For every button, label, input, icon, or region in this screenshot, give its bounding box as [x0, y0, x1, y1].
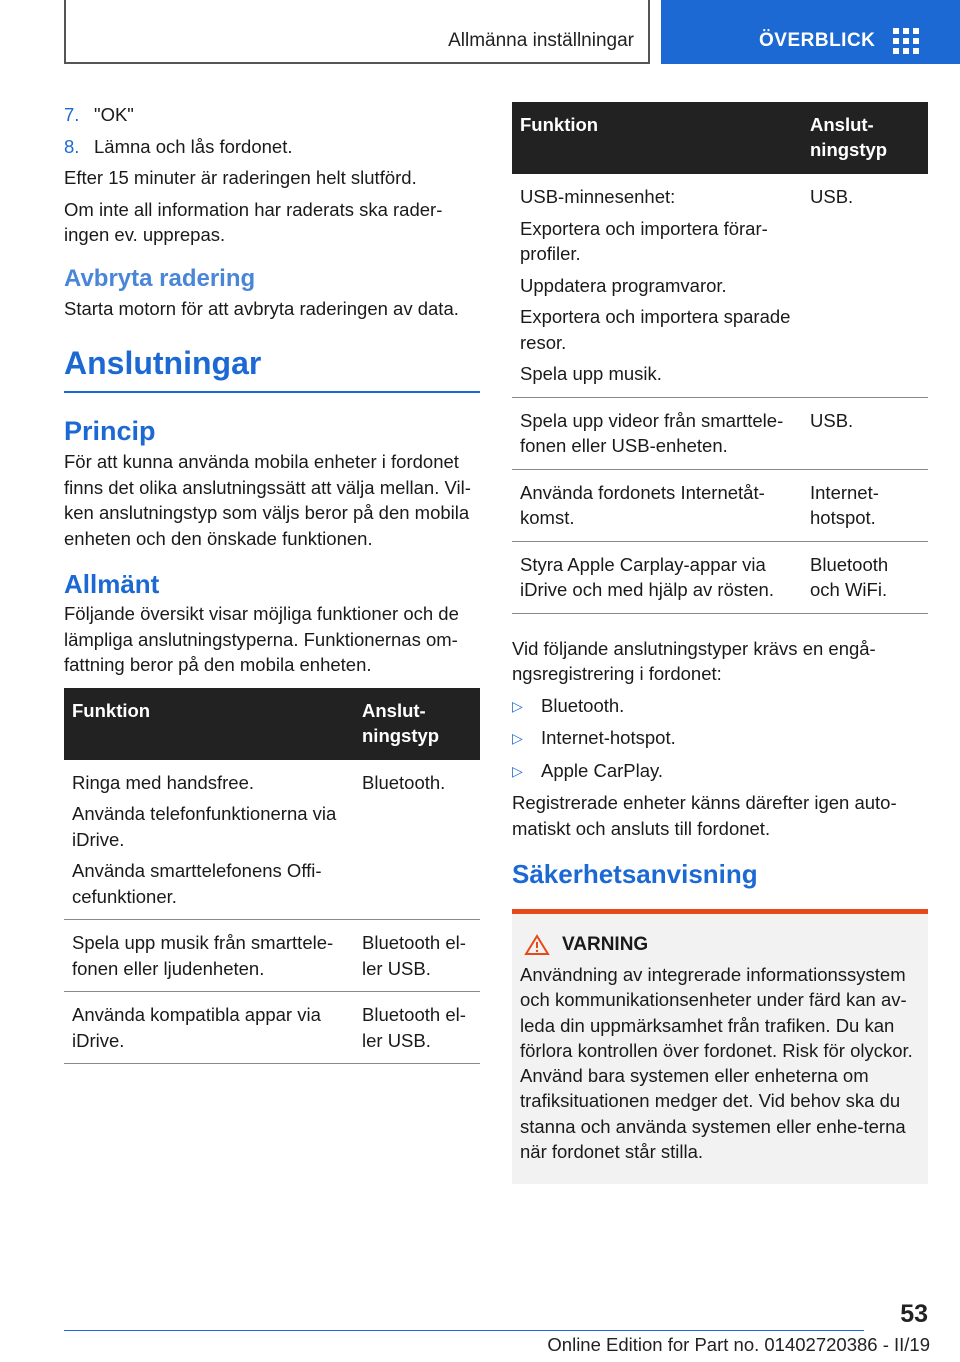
table-header-function: Funktion	[512, 102, 802, 174]
step-item: 8. Lämna och lås fordonet.	[64, 135, 293, 157]
paragraph: Vid följande anslutningstyper krävs en engå-ngsregistrering i fordonet:	[512, 637, 876, 684]
list-item: ▷ Apple CarPlay.	[512, 758, 928, 785]
heading-safety: Säkerhetsanvisning	[512, 859, 758, 889]
table-header-type: Anslut-ningstyp	[354, 688, 480, 760]
footer-edition: Online Edition for Part no. 01402720386 - II/19	[547, 1334, 930, 1355]
paragraph: Starta motorn för att avbryta raderingen av data.	[64, 297, 459, 319]
header-section-title: Allmänna inställningar	[448, 30, 634, 51]
function-table-right	[512, 102, 928, 614]
warning-title: VARNING	[562, 934, 649, 955]
page-number: 53	[900, 1300, 928, 1328]
step-item: 7. "OK"	[64, 104, 134, 125]
triangle-bullet-icon: ▷	[512, 730, 523, 746]
table-row: Använda fordonets Internetåt-komst. Internet-hotspot.	[512, 469, 928, 541]
table-row: Spela upp videor från smarttele-fonen eller USB-enheten. USB.	[512, 397, 928, 469]
paragraph: Efter 15 minuter är raderingen helt slutförd.	[64, 167, 417, 188]
heading-abort: Avbryta radering	[64, 264, 256, 292]
left-column	[64, 102, 480, 1064]
table-header-function: Funktion	[64, 688, 354, 760]
function-table-left	[64, 688, 480, 1065]
overview-label: ÖVERBLICK	[759, 30, 876, 51]
warning-box	[512, 909, 928, 1184]
paragraph: Registrerade enheter känns därefter igen auto-matiskt och ansluts till fordonet.	[512, 792, 897, 839]
table-row: Styra Apple Carplay-appar via iDrive och med hjälp av rösten. Bluetooth och WiFi.	[512, 541, 928, 613]
right-column	[512, 102, 928, 1184]
table-row: Spela upp musik från smarttele-fonen eller ljudenheten. Bluetooth el-ler USB.	[64, 920, 480, 992]
paragraph: Om inte all information har raderats ska rader-ingen ev. upprepas.	[64, 198, 443, 245]
heading-general: Allmänt	[64, 569, 160, 599]
paragraph: För att kunna använda mobila enheter i fordonet finns det olika anslutningssätt att välja mellan. Vil-ken anslutningstyp som väljs beror på den mobila enheten och den önskade funktionen.	[64, 451, 471, 549]
table-header-type: Anslut-ningstyp	[802, 102, 928, 174]
header-section-tab[interactable]	[64, 0, 650, 64]
warning-triangle-icon	[524, 934, 550, 956]
table-row: USB-minnesenhet: Exportera och importera förar-profiler. Uppdatera programvaror. Exportera och importera sparade resor. Spela upp musik. USB.	[512, 174, 928, 397]
footer-divider	[64, 1330, 864, 1331]
paragraph: Följande översikt visar möjliga funktioner och de lämpliga anslutningstyperna. Funktionernas om-fattning beror på den mobila enheten.	[64, 603, 459, 675]
table-row: Använda kompatibla appar via iDrive. Bluetooth el-ler USB.	[64, 992, 480, 1064]
warning-header	[520, 934, 920, 956]
triangle-bullet-icon: ▷	[512, 697, 523, 714]
triangle-bullet-icon: ▷	[512, 762, 523, 779]
overview-button[interactable]	[661, 0, 960, 64]
list-item: ▷ Internet-hotspot.	[512, 725, 928, 752]
heading-connections: Anslutningar	[64, 343, 480, 393]
warning-text: Användning av integrerade informationssystem och kommunikationsenheter under färd kan av-leda din uppmärksamhet från trafiken. Du kan förlora kontrollen över fordonet. Risk för olyckor. Använd bara systemen eller enheterna om trafiksituationen medger det. Vid behov ska du stanna och använda systemen eller enhe-terna när fordonet står stilla.	[520, 964, 913, 1163]
heading-principle: Princip	[64, 416, 156, 446]
grid-menu-icon	[893, 28, 921, 54]
list-item: ▷ Bluetooth.	[512, 693, 928, 720]
table-row: Ringa med handsfree. Använda telefonfunktionerna via iDrive. Använda smarttelefonens Offi-cefunktioner. Bluetooth.	[64, 760, 480, 920]
